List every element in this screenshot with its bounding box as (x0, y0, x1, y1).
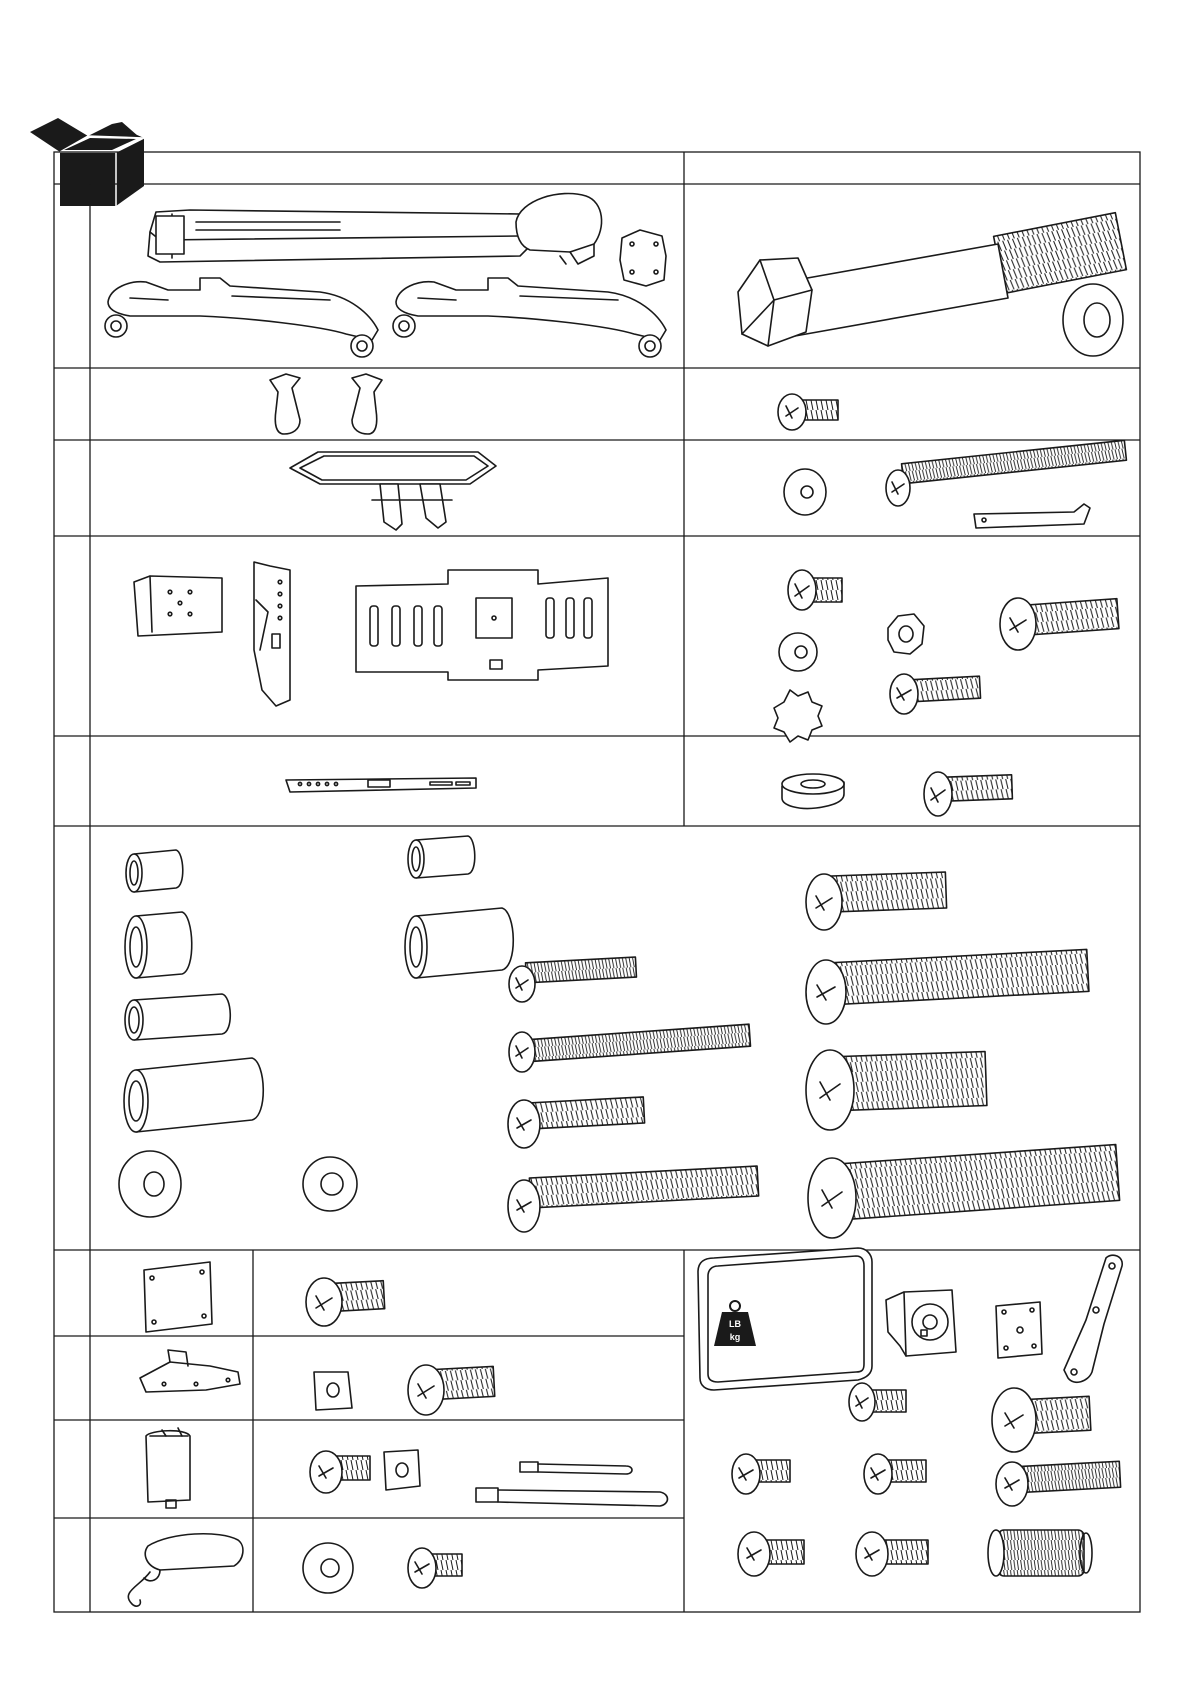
star-knob (774, 690, 822, 742)
weight-unit-lb: LB (729, 1319, 741, 1329)
thick-washer (782, 774, 844, 809)
pan-screw-h (408, 1548, 462, 1588)
threaded-insert (988, 1530, 1092, 1576)
tray-bracket (140, 1350, 240, 1392)
small-screw (778, 394, 838, 430)
handle-grips-drawing (270, 374, 382, 434)
base-assembly-drawing (105, 194, 666, 357)
washer-b (779, 633, 817, 671)
handle-pad-with-cord (128, 1534, 243, 1606)
cable-cover (146, 1428, 190, 1508)
vesa-adapter-plate (144, 1262, 212, 1332)
open-box-icon (30, 118, 144, 206)
kit-screw-5 (996, 1461, 1121, 1506)
strap-bracket (1064, 1255, 1122, 1382)
square-nut-a (314, 1372, 352, 1410)
spacer-set (119, 836, 513, 1217)
flat-bracket (974, 504, 1090, 528)
pan-screw-a (788, 570, 842, 610)
square-nut-b (384, 1450, 420, 1490)
pan-screw-c (890, 674, 981, 714)
parts-table-grid (54, 152, 1140, 1612)
kit-screw-1 (849, 1383, 906, 1421)
keyboard-tray-drawing (290, 452, 496, 530)
pan-screw-f (408, 1365, 495, 1415)
cable-tie-large (476, 1488, 668, 1506)
screw-set-large (806, 872, 1120, 1238)
slide-rail-drawing (286, 778, 476, 792)
screw-set-medium (508, 957, 759, 1232)
long-screw (886, 440, 1126, 506)
washer-c (303, 1543, 353, 1593)
kit-screw-6 (738, 1532, 804, 1576)
small-adapter-plate (996, 1302, 1042, 1358)
pan-screw-d (924, 772, 1012, 816)
cable-tie-small (520, 1462, 632, 1474)
tilt-mount-plate (886, 1290, 956, 1356)
pan-screw-b (1000, 598, 1119, 650)
pan-screw-e (306, 1278, 385, 1326)
kit-screw-3 (732, 1454, 790, 1494)
kit-screw-4 (864, 1454, 926, 1494)
flat-washer (784, 469, 826, 515)
mounting-bracket-set-drawing (134, 562, 608, 706)
kit-screw-7 (856, 1532, 928, 1576)
weight-unit-kg: kg (729, 1332, 741, 1342)
kit-screw-2 (992, 1388, 1091, 1452)
large-washer (1063, 284, 1123, 356)
pan-screw-g (310, 1451, 370, 1493)
hex-nut (888, 614, 924, 654)
